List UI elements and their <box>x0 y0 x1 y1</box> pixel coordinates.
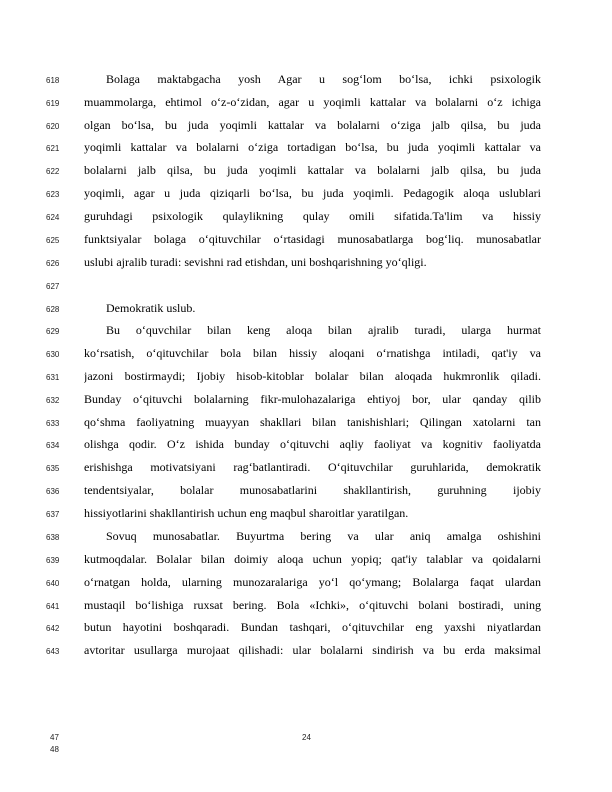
footer-line-number-47: 47 <box>50 733 59 742</box>
line-number: 638 <box>46 533 60 542</box>
text-line: uslubi ajralib turadi: sevishni rad etishdan, uni boshqarishning yo‘qligi. <box>84 255 427 269</box>
text-line: o‘rnatgan holda, ularning munozaralariga yo‘l qo‘ymang; Bolalarga faqat ulardan <box>84 575 541 589</box>
line-number: 641 <box>46 602 60 611</box>
text-line: hissiyotlarini shakllantirish uchun eng maqbul sharoitlar yaratilgan. <box>84 506 409 520</box>
footer-line-number-48: 48 <box>50 745 59 754</box>
text-line: erishishga motivatsiyani rag‘batlantiradi. O‘qituvchilar guruhlarida, demokratik <box>84 460 541 474</box>
text-line: muammolarga, ehtimol o‘z-o‘zidan, agar u yoqimli kattalar va bolalarni o‘z ichiga <box>84 95 541 109</box>
line-number: 634 <box>46 441 60 450</box>
line-number: 631 <box>46 373 60 382</box>
text-line: yoqimli kattalar va bolalarni o‘ziga tortadigan bo‘lsa, bu juda yoqimli kattalar va <box>84 140 541 154</box>
text-line: Bu o‘quvchilar bilan keng aloqa bilan ajralib turadi, ularga hurmat <box>106 323 541 337</box>
text-line: funktsiyalar bolaga o‘qituvchilar o‘rtasidagi munosabatlarga bog‘liq. munosabatlar <box>84 232 541 246</box>
text-line: tendentsiyalar, bolalar munosabatlarini shakllantirish, guruhning ijobiy <box>84 483 541 497</box>
line-number: 629 <box>46 327 60 336</box>
line-number: 636 <box>46 487 60 496</box>
line-number: 642 <box>46 624 60 633</box>
text-line: ko‘rsatish, o‘qituvchilar bola bilan hissiy aloqani o‘rnatishga intiladi, qat'iy va <box>84 346 541 360</box>
line-number: 635 <box>46 464 60 473</box>
text-line: olishga qodir. O‘z ishida bunday o‘qituvchi aqliy faoliyat va kognitiv faoliyatda <box>84 437 541 451</box>
text-line: avtoritar usullarga murojaat qilishadi: ular bolalarni sindirish va bu erda maksimal <box>84 643 541 657</box>
text-line: yoqimli, agar u juda qiziqarli bo‘lsa, bu juda yoqimli. Pedagogik aloqa uslublari <box>84 186 541 200</box>
line-number: 621 <box>46 144 60 153</box>
line-number: 626 <box>46 259 60 268</box>
text-line: olgan bo‘lsa, bu juda yoqimli kattalar va bolalarni o‘ziga jalb qilsa, bu juda <box>84 118 541 132</box>
line-number: 620 <box>46 122 60 131</box>
text-line: guruhdagi psixologik qulaylikning qulay omili sifatida.Ta'lim va hissiy <box>84 209 541 223</box>
text-line: Bunday o‘qituvchi bolalarning fikr-mulohazalariga ehtiyoj bor, ular qanday qilib <box>84 392 541 406</box>
line-number: 643 <box>46 647 60 656</box>
line-number: 632 <box>46 396 60 405</box>
line-number: 639 <box>46 556 60 565</box>
line-number: 622 <box>46 167 60 176</box>
line-number: 624 <box>46 213 60 222</box>
line-number: 618 <box>46 76 60 85</box>
line-number: 619 <box>46 99 60 108</box>
line-number: 630 <box>46 350 60 359</box>
text-line: mustaqil bo‘lishiga ruxsat bering. Bola «Ichki», o‘qituvchi bolani bostiradi, uning <box>84 598 541 612</box>
text-line: butun hayotini boshqaradi. Bundan tashqari, o‘qituvchilar eng yaxshi niyatlardan <box>84 620 541 634</box>
text-line: kutmoqdalar. Bolalar bilan doimiy aloqa uchun yopiq; qat'iy talablar va qoidalarni <box>84 552 541 566</box>
line-number: 640 <box>46 579 60 588</box>
text-line: Sovuq munosabatlar. Buyurtma bering va ular aniq amalga oshishini <box>106 529 541 543</box>
line-number: 628 <box>46 305 60 314</box>
line-number: 633 <box>46 419 60 428</box>
line-number: 625 <box>46 236 60 245</box>
text-line: Demokratik uslub. <box>106 301 196 315</box>
text-line: qo‘shma faoliyatning muayyan shakllari bilan tanishishlari; Qilingan xatolarni tan <box>84 415 541 429</box>
page-number: 24 <box>302 733 311 742</box>
line-number: 623 <box>46 190 60 199</box>
text-line: Bolaga maktabgacha yosh Agar u sog‘lom bo‘lsa, ichki psixologik <box>106 72 541 86</box>
line-number: 637 <box>46 510 60 519</box>
text-line: bolalarni jalb qilsa, bu juda yoqimli kattalar va bolalarni jalb qilsa, bu juda <box>84 163 541 177</box>
line-number: 627 <box>46 282 60 291</box>
text-line: jazoni bostirmaydi; Ijobiy hisob-kitoblar bolalar bilan aloqada hukmronlik qiladi. <box>84 369 541 383</box>
